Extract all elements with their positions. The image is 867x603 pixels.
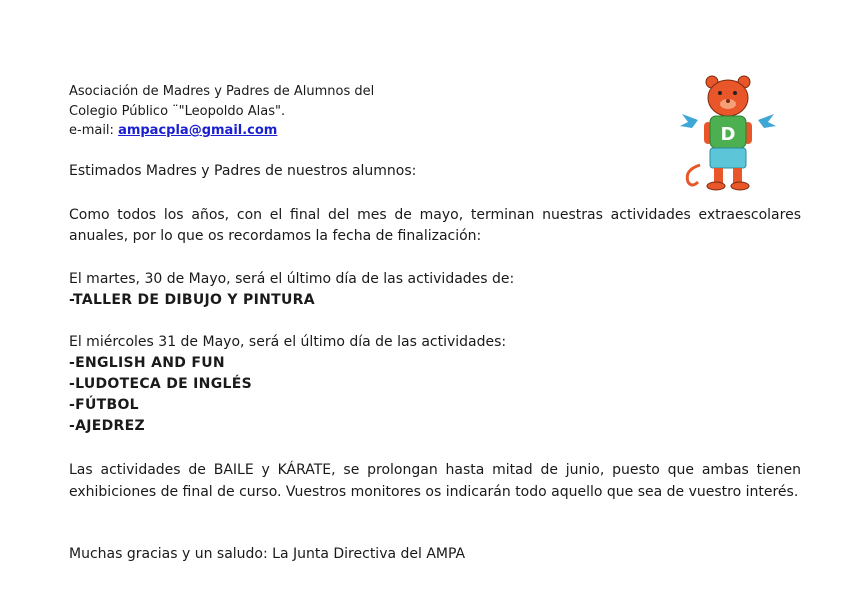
letter-header [69,82,374,141]
foot-right [731,182,749,190]
activity-item: -AJEDREZ [69,418,145,434]
shirt-letter: D [720,124,736,145]
email-label: e-mail: [69,123,119,138]
activity-item: -LUDOTECA DE INGLÉS [69,376,252,392]
nose [726,99,730,103]
eye-left [718,91,722,95]
greeting: Estimados Madres y Padres de nuestros alumnos: [69,163,417,179]
email-link[interactable]: ampacpla@gmail.com [118,123,278,138]
wednesday-section [69,332,801,437]
intro-paragraph: Como todos los años, con el final del mes de mayo, terminan nuestras actividades extraescolares anuales, por lo que os recordamos la fecha de finalización: [69,207,801,244]
closing-line: Muchas gracias y un saludo: La Junta Directiva del AMPA [69,546,466,562]
tuesday-line: El martes, 30 de Mayo, será el último día de las actividades de: [69,271,515,287]
activity-item: -TALLER DE DIBUJO Y PINTURA [69,292,315,308]
email-line [69,121,374,141]
wednesday-line: El miércoles 31 de Mayo, será el último día de las actividades: [69,334,507,350]
tuesday-section [69,269,801,311]
head [708,80,748,116]
left-wing [680,114,698,128]
activity-item: -ENGLISH AND FUN [69,355,225,371]
right-wing [758,114,776,128]
extension-paragraph: Las actividades de BAILE y KÁRATE, se prolongan hasta mitad de junio, puesto que ambas tienen exhibiciones de final de curso. Vuestros monitores os indicarán todo aquello que sea de vuestro interés. [69,462,801,500]
eye-right [733,91,737,95]
organization-name: Asociación de Madres y Padres de Alumnos del [69,84,375,99]
foot-left [707,182,725,190]
activity-item: -FÚTBOL [69,397,139,413]
school-name: Colegio Público ¨"Leopoldo Alas". [69,103,286,119]
